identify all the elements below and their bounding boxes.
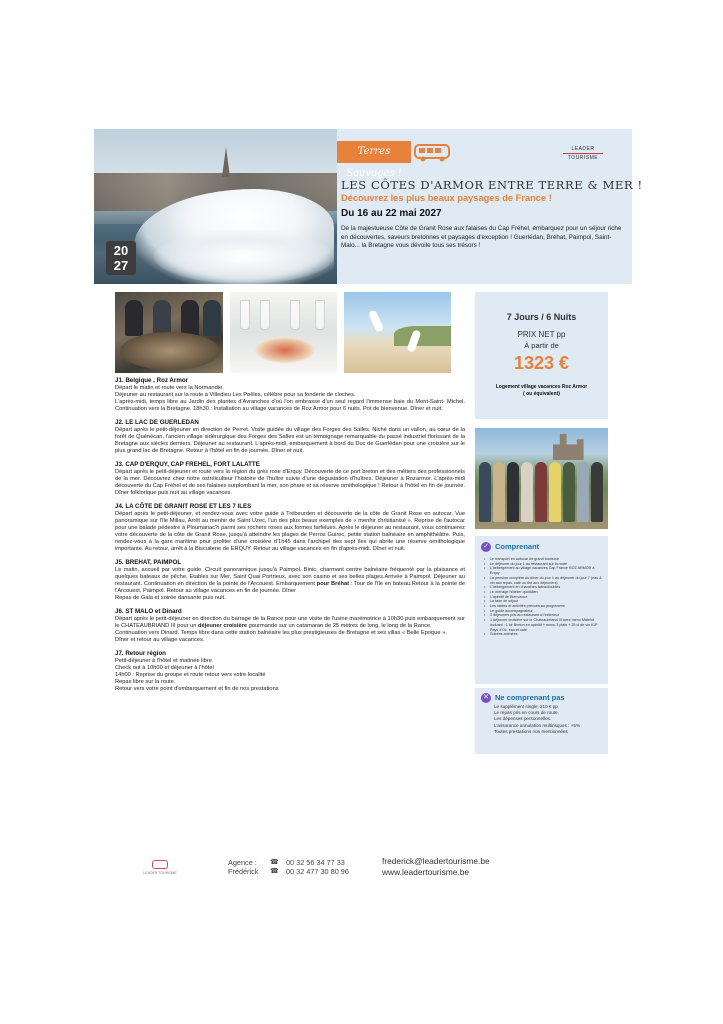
price-box — [475, 292, 608, 419]
included-title: Comprenant — [495, 542, 540, 551]
person — [153, 300, 171, 336]
photo-oyster-tasting — [115, 292, 223, 373]
leader-tourisme-logo: LEADER TOURISME — [563, 146, 603, 161]
trip-duration: 7 Jours / 6 Nuits — [506, 312, 577, 322]
list-item: • Le déjeuner du jour 1 au restaurant sur la route — [484, 562, 604, 567]
itinerary-day-3: J3. CAP D'ERQUY, CAP FREHEL, FORT LALATTE Départ après le petit-déjeuner et route vers la région du grès rose d'Erquy. Découverte de ce port breton et des métiers des professionnels de la mer. Découvrez chez notre ostréiculteur l'histoire de l'huître suivie d'une dégustation d'huîtres. Déjeuner à Rozarmor. L'après-midi découverte du Cap Fréhel et de ses falaises surplombant la mer, son phare et sa réserve ornithologique ! Retour à l'hôtel en fin de journée. Dîner folklorique puis nuit au village vacances. — [115, 461, 465, 496]
wave-foam — [154, 229, 334, 284]
included-box — [475, 536, 608, 684]
wine-glass — [240, 300, 250, 330]
person — [493, 462, 505, 522]
trip-subtitle: Découvrez les plus beaux paysages de France ! — [341, 193, 552, 203]
photo-group-fort-lalatte — [475, 428, 608, 529]
bus-icon — [152, 860, 168, 869]
price-from-label: À partir de — [524, 341, 559, 350]
itinerary-day-5: J5. BREHAT, PAIMPOL Le matin, accueil par votre guide. Circuit panoramique jusqu'à Paimpol. Binic, charmant centre balnéaire fréquenté par la plaisance et quelques bateaux de pêche. Etables sur Mer, Saint Quai Portrieux, avec son casino et ses belles plages.Arrivée à Paimpol. Déjeuner au restaurant. Continuation en direction de la pointe de l'Arcouest. Embarquement pour Bréhat : Tour de l'île en bateau.Retour à la pointe de l'Arcouest, Paimpol. Retour au village vacances en fin de journée. Dîner Repas de Gala et soirée dansante puis nuit. — [115, 559, 465, 601]
phone-icons — [270, 858, 279, 876]
wine-glass — [260, 300, 270, 330]
person — [368, 309, 385, 332]
trip-dates: Du 16 au 22 mai 2027 — [341, 208, 442, 219]
price-amount: 1323 € — [513, 353, 570, 373]
contact-labels: Agence : Frédérick — [228, 858, 259, 876]
footer-logo: LEADER TOURISME — [140, 860, 180, 875]
itinerary-day-4: J4. LA CÔTE DE GRANIT ROSE ET LES 7 ILES Départ après le petit-déjeuner, et rendez-vous avec votre guide à Trébeurden et découverte de la côte de Granit Rose en autocar. Vue panoramique sur l'île Millau, Arrêt au menhir de Saint Uzec, l'un des plus beaux exemples de « menhir christianisé ». Reprise de l'autocar pour une balade pédestre à Ploumanac'h parmi ses rochers roses aux formes farfelues. Après le déjeuner au restaurant, vous continuerez votre découverte de la côte de Granit Rose, jusqu'à atteindre les plages de Perros Guirec, petite station balnéaire en amphithéâtre. Puis, rendez-vous à la gare maritime pour profiter d'une croisière d'1h45 dans l'archipel des sept îles qui abrite une réserve ornithologique importante. Au retour, arrêt à la Biscuiterie de ERQUY. Retour au village vacances en fin d'après-midi. Dîner et nuit. — [115, 503, 465, 552]
excluded-list — [494, 704, 606, 735]
person — [479, 462, 491, 522]
itinerary-day-2: J2. LE LAC DE GUERLEDAN Départ après le petit-déjeuner en direction de Perret. Visite guidée du village des Forges des Salles. Niché dans un vallon, au cœur de la forêt de Quénécan, l'ancien village sidérurgique des Forges des Salles est un témoignage remarquable du passé industriel florissant de la Bretagne aux siècles derniers. Déjeuner au restaurant. L'après-midi, embarquement à bord du Duc de Guerlédan pour une croisière sur le plus grand lac de Bretagne. Retour à l'hôtel en fin de journée. Dîner et nuit. — [115, 419, 465, 454]
list-item: • 1 déjeuner croisière sur le Chateaubriand III avec menu Matelot incluant : 1 kir Breton en apéritif + menu 3 plats + 25 cl de vin IGP Pays d'Oc, eau et café — [484, 618, 604, 632]
person — [125, 300, 143, 336]
list-item: • Les visites et activités prévues au programme — [484, 604, 604, 609]
person — [563, 462, 575, 522]
hero-photo-saint-malo-wave — [94, 129, 337, 284]
header-banner — [94, 129, 643, 284]
person — [535, 462, 547, 522]
email-link[interactable]: frederick@leadertourisme.be — [382, 856, 490, 866]
wine-glass — [315, 300, 325, 330]
itinerary-day-6: J6. ST MALO et Dinard Départ après le petit-déjeuner en direction du barrage de la Rance pour une visite de l'usine marémotrice à 10h30 puis embarquement sur le CHATEAUBRIAND III pour un déjeuner croisière gourmande sur un catamaran de 25 mètres de long, le long de la Rance. Continuation vers Dinard. Temps libre dans cette station balnéaire les plus prestigieuses de Bretagne et ses villas « Belle Epoque ». Dîner et retour au village vacances. — [115, 608, 465, 643]
phone-numbers — [286, 858, 349, 876]
excluded-title: Ne comprenant pas — [495, 693, 565, 702]
trip-title: LES CÔTES D'ARMOR ENTRE TERRE & MER ! — [341, 178, 643, 192]
excluded-box — [475, 688, 608, 754]
list-item: • 3 déjeuners pris au restaurant à l'extérieur — [484, 613, 604, 618]
phone-icon: ☎ — [270, 859, 279, 866]
list-item: Le repas pris en cours de route. — [494, 710, 559, 716]
list-item: • Le guide accompagnateur — [484, 609, 604, 614]
lodging-info: Logement village vacances Roz Armor ( ou équivalent) — [495, 384, 588, 397]
website-link[interactable]: www.leadertourisme.be — [382, 867, 470, 877]
year-badge: 20 27 — [106, 241, 136, 275]
person — [577, 462, 589, 522]
list-item: • L'hébergement en chambres twins/doubles — [484, 585, 604, 590]
list-item: Le supplément single: 210 € pp — [494, 704, 558, 709]
list-item: • La pension complète du dîner du jour 1 au déjeuner du jour 7 (eau & vin aux repas, café ou thé aux déjeuners) — [484, 576, 604, 585]
phone-agency[interactable]: 00 32 56 34 77 33 — [286, 858, 345, 867]
person — [521, 462, 533, 522]
person — [507, 462, 519, 522]
photo-beach-jump — [344, 292, 451, 373]
list-item: Les dépenses personnelles. — [494, 716, 552, 722]
person — [549, 462, 561, 522]
bus-icon — [414, 141, 452, 163]
dune-grass — [394, 326, 451, 346]
included-list — [484, 557, 604, 637]
itinerary-day-1: J1. Belgique , Roz Armor Départ le matin et route vers la Normandie. Déjeuner au restaurant sur la route à Villedieu Les Poêles, célèbre pour sa fonderie de cloches. L'après-midi, temps libre au Jardin des plantes d'Avranches d'où l'on embrasse d'un seul regard l'immense baie du Mont-Saint- Michel. Continuation vers la Bretagne. 18h30 : Installation au village vacances de Roz Armor pour 6 nuits. Pot de bienvenue. Dîner et nuit. — [115, 377, 465, 412]
wine-glass — [290, 300, 300, 330]
list-item: • La taxe de séjour — [484, 599, 604, 604]
oyster-platter — [120, 332, 220, 370]
theme-tag: Terres Sauvages ! — [337, 141, 411, 163]
list-item: • Soirées animées — [484, 632, 604, 637]
trip-intro: De la majestueuse Côte de Granit Rose aux falaises du Cap Fréhel, embarquez pour un séjour riche en découvertes, saveurs bretonnes et paysages d'exception ! Guerlédan, Bréhat, Paimpol, Saint-Malo... la Bretagne vous dévoile tous ses trésors ! — [341, 225, 622, 249]
phone-icon: ☎ — [270, 868, 279, 875]
list-item: • L'apéritif de Bienvenue — [484, 595, 604, 600]
web-contacts — [382, 856, 490, 878]
person — [181, 300, 199, 336]
list-item: L'assurance annulation multirisques : +5% — [494, 722, 581, 728]
seafood-dish — [255, 337, 315, 363]
itinerary — [115, 377, 465, 699]
fort-lalatte — [553, 434, 587, 460]
person — [203, 300, 221, 336]
cathedral-spire — [222, 147, 230, 177]
person — [591, 462, 603, 522]
cross-icon: ✕ — [481, 693, 491, 703]
list-item: • L'hébergement au village vacances Cap France ROZ ARMOR à Erquy — [484, 566, 604, 575]
check-icon: ✓ — [481, 542, 491, 552]
price-net-label: PRIX NET pp — [517, 330, 566, 339]
phone-frederick[interactable]: 00 32 477 30 80 96 — [286, 867, 349, 876]
list-item: Toutes prestations non mentionnées — [494, 728, 568, 734]
list-item: • Le ménage hôtelier quotidien — [484, 590, 604, 595]
photo-dining-table — [230, 292, 337, 373]
itinerary-day-7: J7. Retour région Petit-déjeuner à l'hôtel et matinée libre Check out à 10h00 et déjeuner à l'hôtel 14h00 : Reprise du groupe et route retour vers votre localité Repas libre sur la route. Retour vers votre point d'embarquement et fin de nos prestations — [115, 650, 279, 692]
list-item: • Le transport en autocar de grand tourisme — [484, 557, 604, 562]
